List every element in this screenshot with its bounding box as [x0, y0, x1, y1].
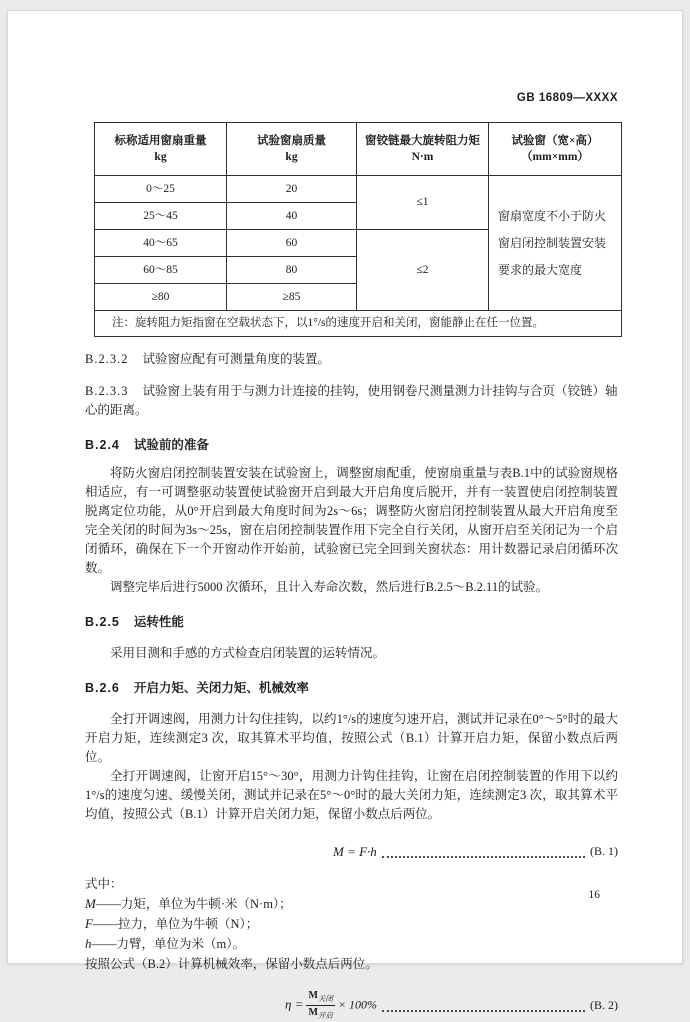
definition-h	[85, 934, 618, 954]
cell-weight-range: 60～85	[95, 257, 227, 284]
cell-weight-range: 25～45	[95, 203, 227, 230]
col-header-test-sash-mass	[227, 123, 357, 176]
symbol-definitions	[85, 874, 618, 974]
clause-number: B.2.5	[85, 615, 120, 629]
clause-b26-paragraph-1: 全打开调速阀，用测力计勾住挂钩，以约1°/s的速度匀速开启，测试并记录在0°～5°时的最大开启力矩，连续测定3 次，取其算术平均值，按照公式（B.1）计算开启力矩，保留小数点后两位。	[85, 712, 618, 764]
clause-text: 试验窗上装有用于与测力计连接的挂钩，使用钢卷尺测量测力计挂钩与合页（铰链）轴心的距离。	[85, 384, 618, 417]
cell-torque-limit-2: ≤2	[357, 230, 489, 311]
cell-test-mass: ≥85	[227, 284, 357, 311]
clause-number: B.2.6	[85, 681, 120, 695]
clause-title: 试验前的准备	[133, 438, 209, 452]
document-sheet	[7, 10, 683, 1020]
times-100-percent: × 100%	[337, 996, 378, 1011]
test-window-spec-table	[94, 122, 622, 337]
equation-b1	[85, 838, 618, 864]
cell-torque-limit-1: ≤1	[357, 176, 489, 230]
equation-b2-number: (B. 2)	[590, 997, 618, 1012]
equation-b1-number: (B. 1)	[590, 843, 618, 858]
clause-title: 开启力矩、关闭力矩、机械效率	[133, 681, 309, 695]
equation-leader-dots	[382, 998, 585, 1012]
symbol: M	[85, 896, 96, 911]
definition-text: ——拉力，单位为牛顿（N）；	[92, 917, 259, 931]
eta-symbol: η =	[285, 995, 304, 1011]
cell-test-mass: 80	[227, 257, 357, 284]
cell-test-mass: 20	[227, 176, 357, 203]
cell-window-width-spec: 窗扇宽度不小于防火窗启闭控制装置安装要求的最大宽度	[489, 176, 622, 311]
clause-b24-paragraph-1: 将防火窗启闭控制装置安装在试验窗上，调整窗扇配重，使窗扇重量与表B.1中的试验窗规格相适应，有一可调整驱动装置使试验窗开启到最大开启角度后脱开，并有一装置使启闭控制装置脱离定位功能，从0°开启到最大角度时间为2s～6s；调整防火窗启闭控制装置从最大开启角度至完全关闭的时间为3s～25s，窗在启闭控制装置作用下完全自行关闭，从窗开启至关闭记为一个启闭循环，确保在下一个开窗动作开始前，试验窗已完全回到关窗状态：用计数器记录启闭循环次数。	[85, 466, 618, 575]
header-title: 试验窗扇质量	[257, 135, 326, 147]
cell-test-mass: 40	[227, 203, 357, 230]
symbol: F	[85, 916, 93, 931]
clause-b26-paragraph-2: 全打开调速阀，让窗开启15°～30°，用测力计钩住挂钩，让窗在启闭控制装置的作用下以约1°/s的速度匀速、缓慢关闭，测试并记录在5°～0°时的最大关闭力矩，连续测定3 次，取其算术平均值，按照公式（B.1）计算开启关闭力矩，保留小数点后两位。	[85, 769, 618, 821]
equation-b2	[85, 988, 618, 1022]
where-label: 式中：	[85, 877, 123, 891]
table-header-row	[95, 123, 622, 176]
table-row	[95, 176, 622, 203]
cell-weight-range: 40～65	[95, 230, 227, 257]
header-unit: kg	[154, 151, 167, 163]
header-title: 标称适用窗扇重量	[114, 135, 207, 147]
clause-b26-heading	[85, 679, 618, 698]
clause-b24-heading	[85, 436, 618, 455]
clause-title: 运转性能	[133, 615, 184, 629]
fraction-denominator	[308, 1006, 332, 1021]
clause-b233	[85, 382, 618, 420]
equation-b2-expression	[285, 990, 377, 1021]
cell-weight-range: ≥80	[95, 284, 227, 311]
definition-M	[85, 894, 618, 914]
clause-number: B.2.3.2	[85, 352, 129, 366]
header-unit: （mm×mm）	[521, 151, 589, 163]
numerator-subscript: 关闭	[317, 993, 333, 1003]
numerator-base: M	[308, 989, 318, 1001]
symbol: h	[85, 936, 92, 951]
clause-b232	[85, 350, 618, 369]
table-footnote: 注：旋转阻力矩指窗在空载状态下，以1°/s的速度开启和关闭，窗能静止在任一位置。	[95, 311, 622, 337]
denominator-base: M	[308, 1006, 318, 1018]
col-header-hinge-max-torque	[357, 123, 489, 176]
header-title: 窗铰链最大旋转阻力矩	[365, 135, 480, 147]
header-unit: kg	[285, 151, 298, 163]
equation-leader-dots	[382, 844, 585, 858]
clause-b24-paragraph-2: 调整完毕后进行5000 次循环，且计入寿命次数，然后进行B.2.5～B.2.11的试验。	[110, 580, 549, 594]
definition-text: ——力臂，单位为米（m）。	[91, 937, 245, 951]
clause-number: B.2.4	[85, 438, 120, 452]
equation-b2-intro: 按照公式（B.2）计算机械效率，保留小数点后两位。	[85, 957, 378, 971]
definition-F	[85, 914, 618, 934]
clause-number: B.2.3.3	[85, 384, 129, 398]
equation-b1-expression: M = F·h	[333, 843, 377, 859]
header-unit: N·m	[411, 151, 434, 163]
col-header-test-window-size	[489, 123, 622, 176]
table-note-row	[95, 311, 622, 337]
fraction-numerator	[306, 990, 334, 1006]
cell-test-mass: 60	[227, 230, 357, 257]
fraction	[306, 990, 334, 1021]
page-content	[8, 11, 682, 1022]
definition-text: ——力矩，单位为牛顿·米（N·m）；	[95, 897, 292, 911]
standard-code-header: GB 16809—XXXX	[516, 92, 618, 104]
clause-b25-paragraph: 采用目测和手感的方式检查启闭装置的运转情况。	[110, 646, 386, 660]
clause-b25-heading	[85, 613, 618, 632]
page-number: 16	[588, 889, 600, 901]
clause-text: 试验窗应配有可测量角度的装置。	[142, 352, 330, 366]
denominator-subscript: 开启	[317, 1010, 333, 1020]
col-header-nominal-sash-weight	[95, 123, 227, 176]
cell-weight-range: 0～25	[95, 176, 227, 203]
header-title: 试验窗（宽×高）	[511, 135, 599, 147]
